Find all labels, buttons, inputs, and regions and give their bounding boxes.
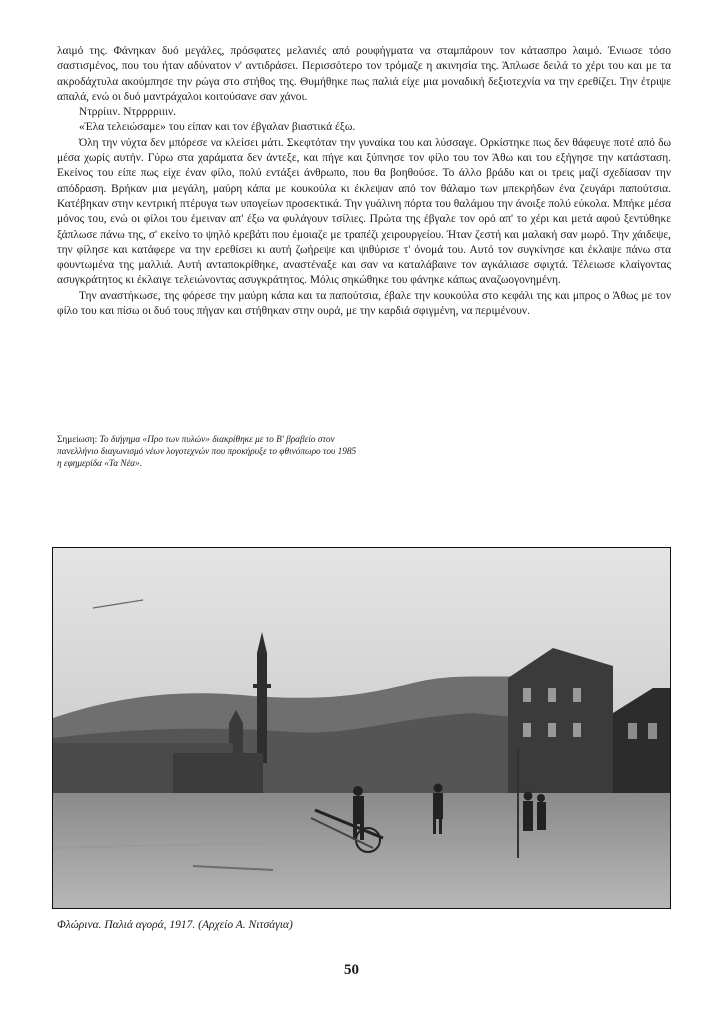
paragraph: Την αναστήκωσε, της φόρεσε την μαύρη κάπα και τα παπούτσια, έβαλε την κουκούλα στο κεφάλι της και μπρος ο Άθως με τον φίλο του και πίσω οι δυό τους πήγαν και στήθηκαν στην ουρά, με την καρδιά σφιγμένη, να περιμένουν.: [57, 289, 671, 318]
historic-photograph: [52, 547, 671, 909]
footnote-text: Το διήγημα «Προ των πυλών» διακρίθηκε με το Β' βραβείο στον πανελλήνιο διαγωνισμό νέων λογοτεχνών που προκήρυξε το φθινόπωρο του 1985 η εφημερίδα «Τα Νέα».: [57, 435, 357, 470]
photo-caption: Φλώρινα. Παλιά αγορά, 1917. (Αρχείο Α. Νιτσάγια): [57, 919, 293, 931]
market-square-photo-image: [53, 548, 670, 908]
paragraph: «Έλα τελειώσαμε» του είπαν και τον έβγαλαν βιαστικά έξω.: [79, 121, 356, 134]
footnote: [57, 434, 357, 471]
paragraph: Όλη την νύχτα δεν μπόρεσε να κλείσει μάτι. Σκεφτόταν την γυναίκα του και λύσσαγε. Ορκίστηκε πως δεν θάφευγε ποτέ από δω μέσα χωρίς αυτήν. Γύρω στα χαράματα δεν άντεξε, και πήγε και ξύπνησε τον φίλο του τον Άθω και του εξήγησε την κατάσταση. Εκείνος του είπε πως είχε έναν φίλο, πολύ εντάξει άνθρωπο, που θα βοηθούσε. Το άλλο βράδυ και οι τρεις μαζί σχεδίασαν την απόδραση. Βρήκαν μια μεγάλη, μαύρη κάπα με κουκούλα κι έκλεψαν από τον θάλαμο των μπεκρήδων ένα ζευγάρι παπούτσια. Κατέβηκαν στην κεντρική πτέρυγα των υπογείων προσεκτικά. Την γυάλινη πόρτα του θαλάμου την άνοιξε πολύ εύκολα. Μπήκε μέσα μόνος του, ενώ οι φίλοι του έμειναν απ' έξω να φυλάγουν τσίλιες. Πρώτα της έβγαλε τον ορό απ' το χέρι και μετά αφού ξεντύθηκε ξάπλωσε πάνω της, σ' εκείνο το ψηλό κρεβάτι που έμοιαζε με τραπέζι χειρουργείου. Ήταν ζεστή και μαλακή σαν μωρό. Την χάιδεψε, την φίλησε και κατάφερε να την ερεθίσει κι αυτή ζωήρεψε και ψιθύρισε τ' όνομά του. Αυτό τον συγκίνησε και έκλαψε πάνω στα φουντωμένα της μαλλιά. Αυτή ανταποκρίθηκε, αναστέναξε και σαν να καταλάβαινε τον αγκάλιασε σφιχτά. Τέλειωσε κλαίγοντας ασυγκράτητος κι έκλαιγε τελειώνοντας ασυγκράτητος. Μόλις σηκώθηκε του φάνηκε κάπως αναζωογονημένη.: [57, 136, 671, 287]
paragraph: Ντρρίιιν. Ντρρρριιιν.: [79, 106, 176, 119]
footnote-label: Σημείωση:: [57, 435, 98, 445]
story-text: [57, 44, 671, 319]
page-number: 50: [344, 962, 359, 978]
paragraph: λαιμό της. Φάνηκαν δυό μεγάλες, πρόσφατες μελανιές από ρουφήγματα να σταμπάρουν τον κάτασπρο λαιμό. Ένιωσε τόσο σαστισμένος, που του ήταν αδύνατον ν' αντιδράσει. Περισσότερο τον τρόμαζε η ακινησία της. Άπλωσε δειλά το χέρι του και με τα ακροδάχτυλα ακούμπησε την ρώγα στο στήθος της. Θυμήθηκε πως παλιά είχε μια μοναδική δεξιοτεχνία να την ερεθίζει. Την έτριψε απαλά, ενώ οι δυό μαντράχαλοι κοιτούσανε σαν χάνοι.: [57, 45, 671, 103]
